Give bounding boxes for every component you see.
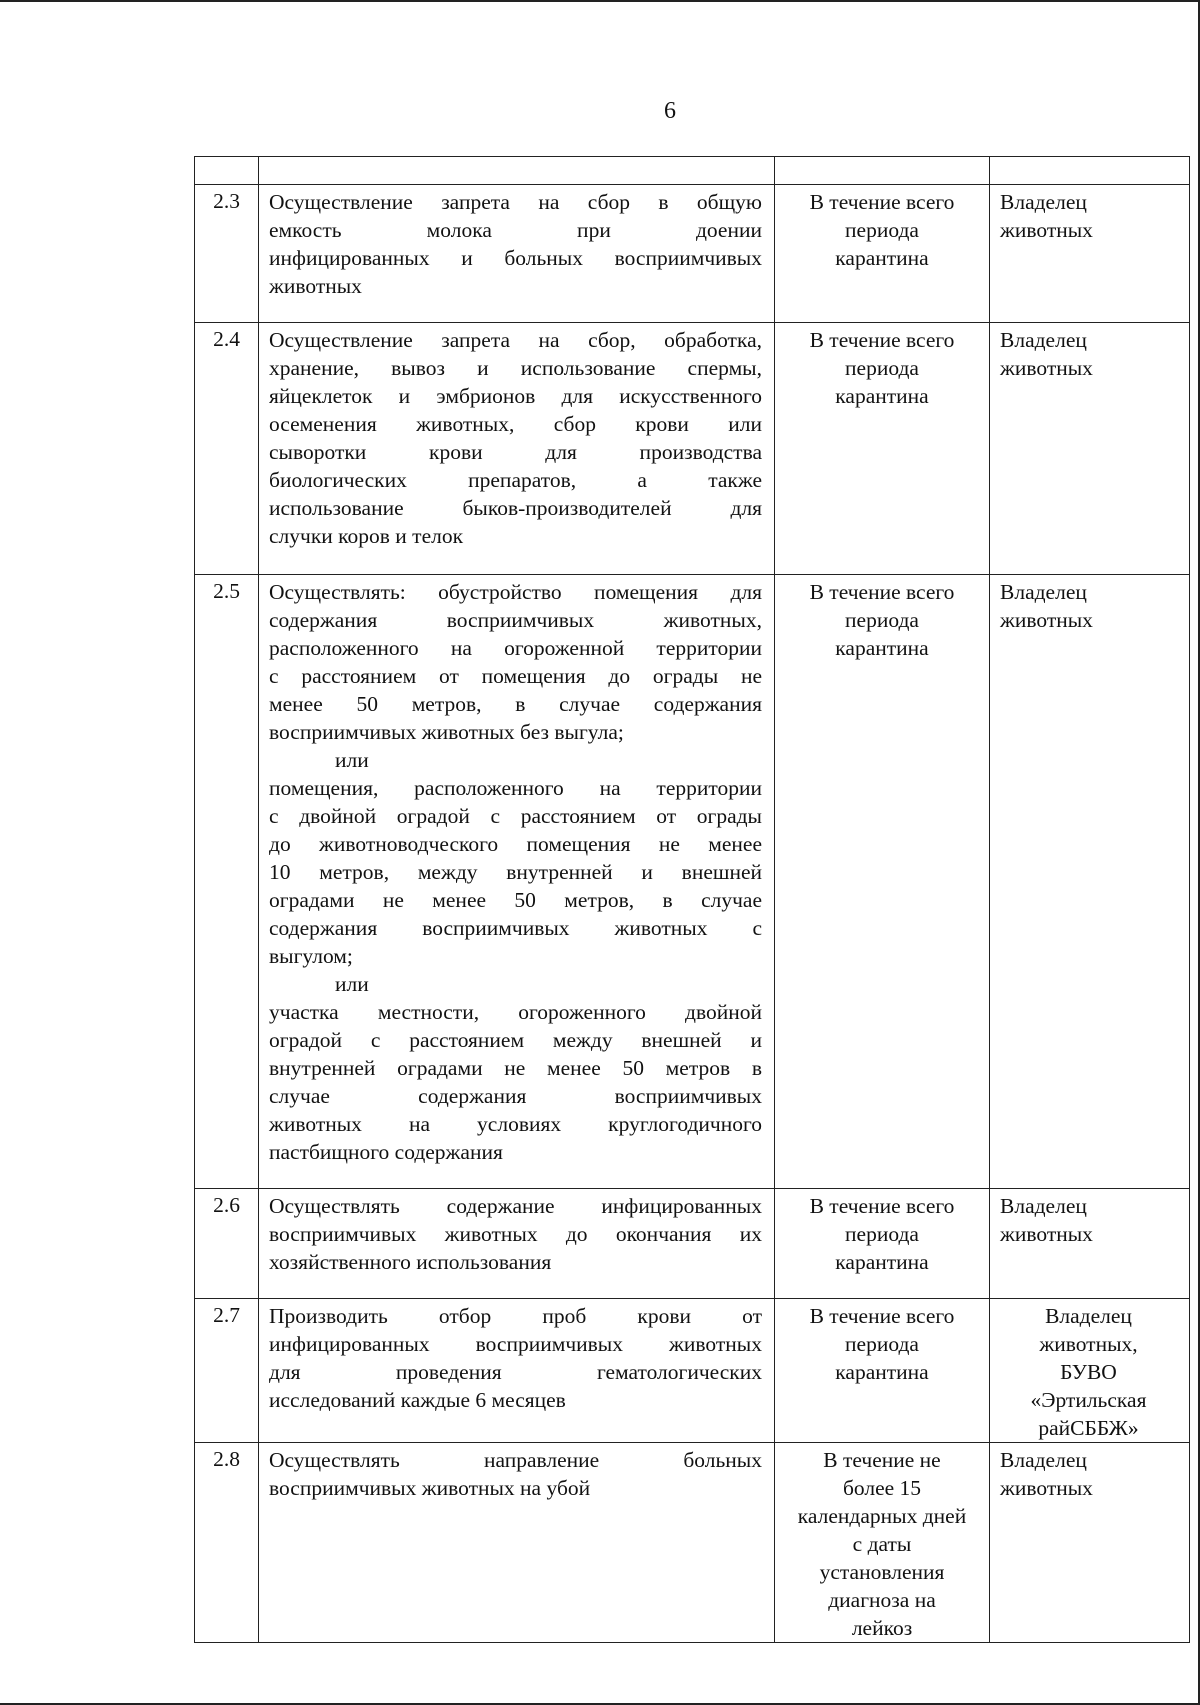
action-line: 10 метров, между внутренней и внешней [269, 860, 762, 884]
term-line: с даты [852, 1532, 912, 1556]
action-line: содержания восприимчивых животных, [269, 608, 762, 632]
action-line: помещения, расположенного на территории [269, 776, 762, 800]
action-line: исследований каждые 6 месяцев [269, 1388, 566, 1412]
action-line: инфицированных и больных восприимчивых [269, 246, 762, 270]
action-line: животных [269, 274, 362, 298]
responsible-line: БУВО [1060, 1360, 1117, 1384]
row-number: 2.5 [195, 575, 259, 1189]
action-line: с расстоянием от помещения до ограды не [269, 664, 762, 688]
action-cell [259, 1443, 775, 1643]
action-or: или [335, 972, 369, 996]
action-cell [259, 1189, 775, 1299]
action-line: хранение, вывоз и использование спермы, [269, 356, 762, 380]
action-line: оградами не менее 50 метров, в случае [269, 888, 762, 912]
responsible-line: животных [1000, 608, 1093, 632]
term-cell [775, 1189, 990, 1299]
term-line: карантина [835, 636, 929, 660]
action-line: биологических препаратов, а также [269, 468, 762, 492]
action-line: восприимчивых животных без выгула; [269, 720, 624, 744]
action-line: сыворотки крови для производства [269, 440, 762, 464]
responsible-cell [990, 1189, 1190, 1299]
responsible-line: животных [1000, 1476, 1093, 1500]
action-line: с двойной оградой с расстоянием от ограды [269, 804, 762, 828]
term-line: периода [845, 218, 919, 242]
action-line: содержания восприимчивых животных с [269, 916, 762, 940]
action-cell [259, 185, 775, 323]
row-number: 2.6 [195, 1189, 259, 1299]
table-row [195, 1299, 1190, 1443]
term-cell [775, 1443, 990, 1643]
action-line: расположенного на огороженной территории [269, 636, 762, 660]
term-cell [775, 323, 990, 575]
table-row [195, 1443, 1190, 1643]
responsible-line: животных [1000, 218, 1093, 242]
table-row [195, 185, 1190, 323]
action-line: Осуществление запрета на сбор в общую [269, 190, 762, 214]
term-line: В течение всего [809, 1304, 955, 1328]
responsible-cell [990, 185, 1190, 323]
header-cell [990, 157, 1190, 185]
term-line: В течение всего [809, 580, 955, 604]
action-line: Осуществлять: обустройство помещения для [269, 580, 762, 604]
term-line: установления [819, 1560, 945, 1584]
term-line: В течение всего [809, 190, 955, 214]
term-line: более 15 [842, 1476, 922, 1500]
term-line: В течение всего [809, 1194, 955, 1218]
term-cell [775, 185, 990, 323]
table-row [195, 1189, 1190, 1299]
table-header-row [195, 157, 1190, 185]
page-number: 6 [664, 98, 676, 124]
term-line: В течение всего [809, 328, 955, 352]
term-line: В течение не [823, 1448, 941, 1472]
term-line: карантина [835, 246, 929, 270]
responsible-line: райСББЖ» [1038, 1416, 1139, 1440]
responsible-cell [990, 575, 1190, 1189]
action-line: случки коров и телок [269, 524, 464, 548]
responsible-line: Владелец [1000, 1194, 1087, 1218]
responsible-line: Владелец [1000, 1448, 1087, 1472]
responsible-line: Владелец [1045, 1304, 1132, 1328]
term-line: периода [845, 1222, 919, 1246]
action-line: восприимчивых животных на убой [269, 1476, 591, 1500]
header-cell [259, 157, 775, 185]
row-number: 2.8 [195, 1443, 259, 1643]
responsible-line: «Эртильская [1030, 1388, 1147, 1412]
action-line: осеменения животных, сбор крови или [269, 412, 762, 436]
action-line: Осуществлять содержание инфицированных [269, 1194, 762, 1218]
action-line: менее 50 метров, в случае содержания [269, 692, 762, 716]
action-cell [259, 1299, 775, 1443]
responsible-cell [990, 1299, 1190, 1443]
term-line: карантина [835, 1360, 929, 1384]
responsible-line: Владелец [1000, 190, 1087, 214]
term-line: периода [845, 608, 919, 632]
table-row [195, 575, 1190, 1189]
action-line: хозяйственного использования [269, 1250, 552, 1274]
action-line: для проведения гематологических [269, 1360, 762, 1384]
term-line: периода [845, 1332, 919, 1356]
action-line: оградой с расстоянием между внешней и [269, 1028, 762, 1052]
action-line: случае содержания восприимчивых [269, 1084, 762, 1108]
action-line: использование быков-производителей для [269, 496, 762, 520]
action-line: яйцеклеток и эмбрионов для искусственного [269, 384, 762, 408]
action-or: или [335, 748, 369, 772]
term-line: диагноза на [828, 1588, 936, 1612]
action-line: Производить отбор проб крови от [269, 1304, 762, 1328]
responsible-cell [990, 1443, 1190, 1643]
table-row [195, 323, 1190, 575]
responsible-line: Владелец [1000, 580, 1087, 604]
term-cell [775, 575, 990, 1189]
action-line: инфицированных восприимчивых животных [269, 1332, 762, 1356]
header-cell [775, 157, 990, 185]
term-line: лейкоз [851, 1616, 913, 1640]
row-number: 2.4 [195, 323, 259, 575]
action-line: участка местности, огороженного двойной [269, 1000, 762, 1024]
row-number: 2.7 [195, 1299, 259, 1443]
action-line: животных на условиях круглогодичного [269, 1112, 762, 1136]
header-cell [195, 157, 259, 185]
action-line: выгулом; [269, 944, 353, 968]
action-cell [259, 575, 775, 1189]
action-line: Осуществление запрета на сбор, обработка, [269, 328, 762, 352]
term-cell [775, 1299, 990, 1443]
term-line: периода [845, 356, 919, 380]
term-line: карантина [835, 384, 929, 408]
action-line: пастбищного содержания [269, 1140, 503, 1164]
responsible-line: животных, [1039, 1332, 1138, 1356]
measures-table [194, 156, 1190, 1643]
action-cell [259, 323, 775, 575]
responsible-line: животных [1000, 356, 1093, 380]
responsible-cell [990, 323, 1190, 575]
responsible-line: животных [1000, 1222, 1093, 1246]
term-line: карантина [835, 1250, 929, 1274]
action-line: восприимчивых животных до окончания их [269, 1222, 762, 1246]
action-line: внутренней оградами не менее 50 метров в [269, 1056, 762, 1080]
responsible-line: Владелец [1000, 328, 1087, 352]
term-line: календарных дней [797, 1504, 967, 1528]
action-line: емкость молока при доении [269, 218, 762, 242]
action-line: Осуществлять направление больных [269, 1448, 762, 1472]
action-line: до животноводческого помещения не менее [269, 832, 762, 856]
row-number: 2.3 [195, 185, 259, 323]
